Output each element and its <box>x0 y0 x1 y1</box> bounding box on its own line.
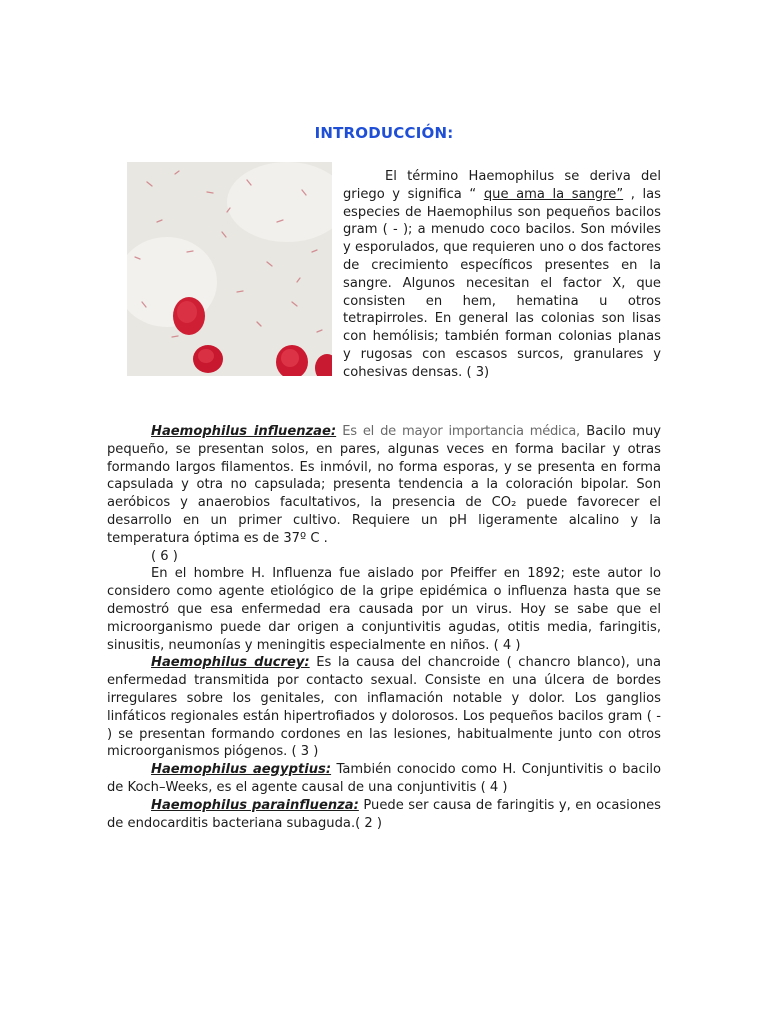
micrograph-image <box>127 162 332 376</box>
term-parainfluenzae: Haemophilus parainfluenza: <box>151 797 359 813</box>
aegyptius-text: También conocido como H. Conjuntivitis o bacilo de Koch–Weeks, es el agente causal de una conjuntivitis ( 4 ) <box>107 762 661 795</box>
history-text: En el hombre H. Influenza fue aislado por Pfeiffer en 1892; este autor lo considero como agente etiológico de la gripe epidémica o influenza hasta que se demostró que esa enfermedad era causada por un virus. Hoy se sabe que el microorganismo puede dar origen a conjuntivitis agudas, otitis media, faringitis, sinusitis, neumonías y meningitis especialmente en niños. ( 4 ) <box>107 566 661 653</box>
parainfluenzae-text: Puede ser causa de faringitis y, en ocasiones de endocarditis bacteriana subaguda.( 2 ) <box>107 797 662 831</box>
intro-underlined-phrase: que ama la sangre” <box>483 186 624 202</box>
paragraph-ducrey <box>107 654 661 761</box>
term-influenzae: Haemophilus influenzae: <box>151 424 337 439</box>
paragraph-history <box>107 565 661 654</box>
term-aegyptius: Haemophilus aegyptius: <box>151 762 332 778</box>
paragraph-parainfluenzae <box>107 797 661 833</box>
bacteria-colonies-micrograph-icon <box>127 162 332 376</box>
intro-paragraph <box>343 168 661 382</box>
overlapping-text: Es el de mayor importancia médica, <box>336 424 580 439</box>
ducrey-text: Es la causa del chancroide ( chancro blanco), una enfermedad transmitida por contacto sexual. Consiste en una úlcera de bordes irregulares sobre los genitales, con inflamación notable y dolor. Los ganglios linfáticos regionales están hipertrofiados y dolorosos. Los pequeños bacilos gram ( - ) se presentan formando cordones en las lesiones, habitualmente junto con otros microorganismos piógenos. ( 3 ) <box>107 655 661 760</box>
paragraph-influenzae <box>107 423 661 548</box>
intro-text-2: , las especies de Haemophilus son pequeños bacilos gram ( - ); a menudo coco bacilos. Son móviles y esporulados, que requieren uno o dos factores de crecimiento específicos presentes en la sangre. Algunos necesitan el factor X, que consisten en hem, hematina u otros tetrapirroles. En general las colonias son lisas con hemólisis; también forman colonias planas y rugosas con escasos surcos, granulares y cohesivas densas. ( 3) <box>343 186 661 380</box>
influenzae-text: Bacilo muy pequeño, se presentan solos, en pares, algunas veces en forma bacilar y otras formando largos filamentos. Es inmóvil, no forma esporas, y se presenta en forma capsulada y otra no capsulada; presenta tendencia a la coloración bipolar. Son aeróbicos y anaerobios facultativos, la presencia de CO₂ puede favorecer el desarrollo en un primer cultivo. Requiere un pH ligeramente alcalino y la temperatura óptima es de 37º C . <box>107 424 661 546</box>
citation-influenzae: ( 6 ) <box>151 548 178 564</box>
intro-text-1: El término Haemophilus se deriva del griego y significa “ <box>343 169 661 202</box>
page-title: INTRODUCCIÓN: <box>314 124 454 142</box>
paragraph-aegyptius <box>107 761 661 797</box>
body-text <box>107 423 661 832</box>
term-ducrey: Haemophilus ducrey: <box>151 655 310 671</box>
